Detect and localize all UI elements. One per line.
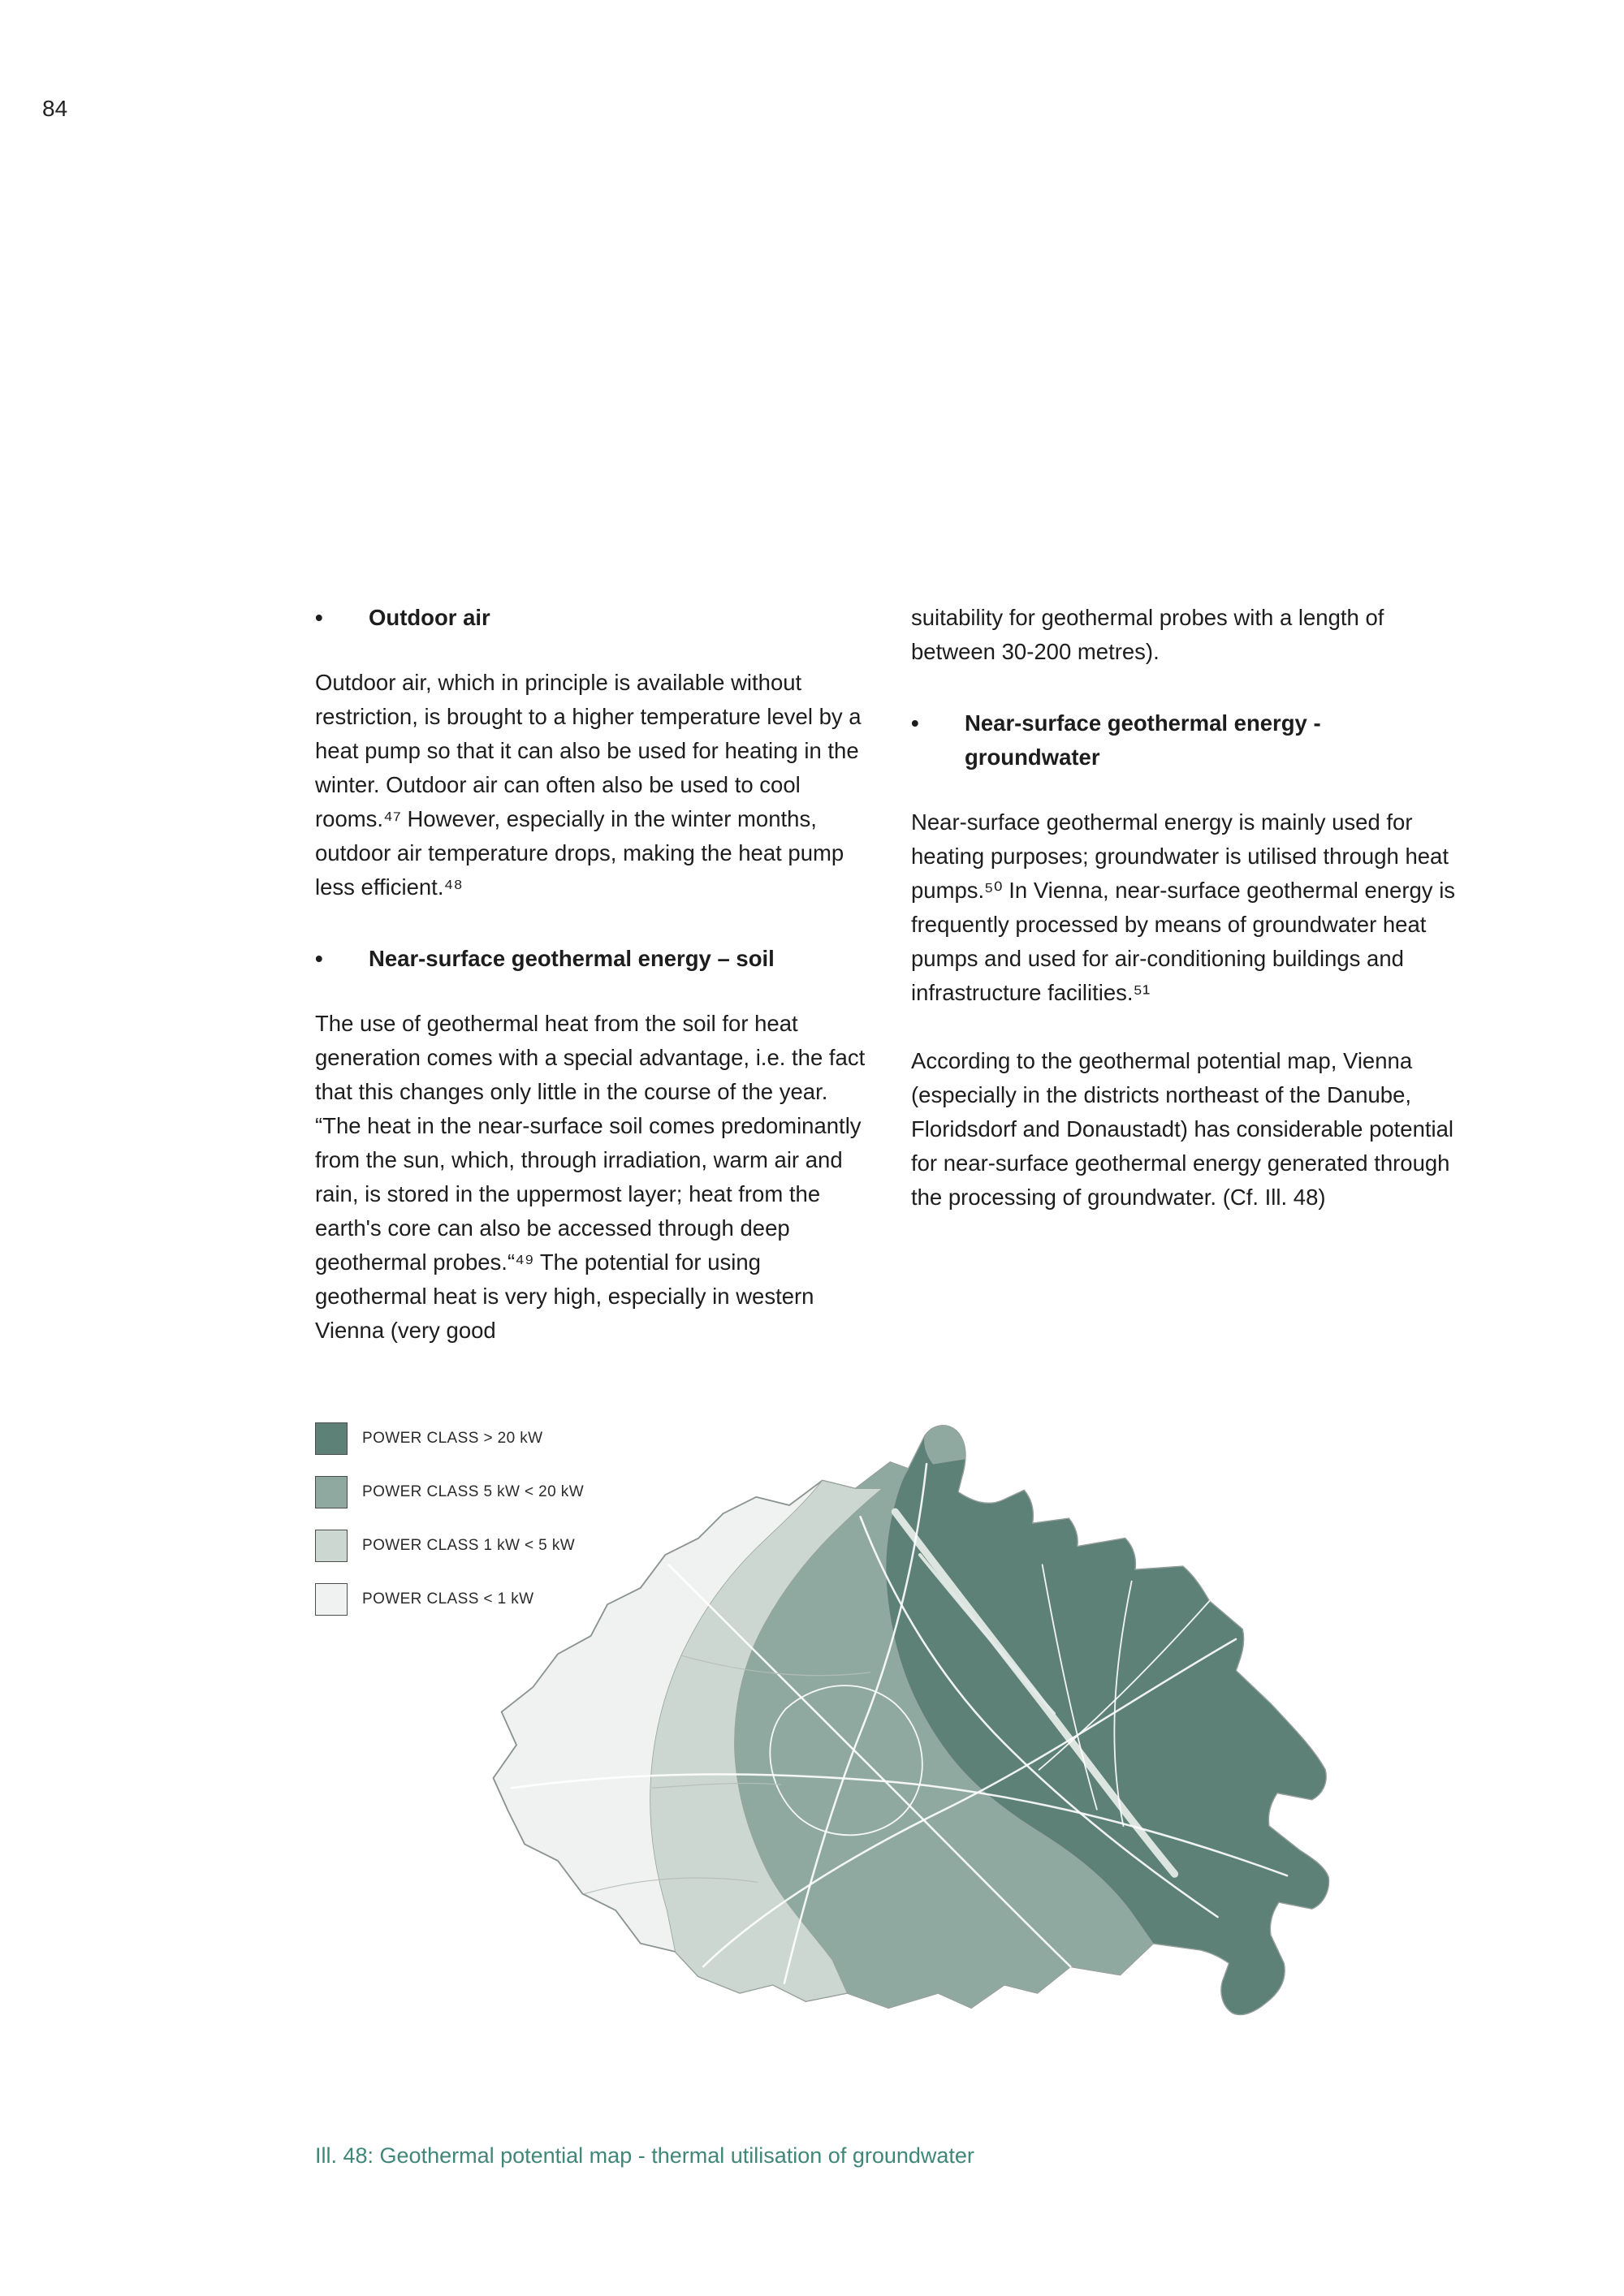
heading-geothermal-soil: [315, 942, 871, 976]
bullet-icon: •: [911, 710, 919, 736]
heading-text: Near-surface geothermal energy – soil: [369, 946, 775, 971]
legend-item: [315, 1583, 584, 1616]
text-column-right: [911, 601, 1459, 1249]
figure-caption: Ill. 48: Geothermal potential map - thermal utilisation of groundwater: [315, 2143, 974, 2168]
paragraph-potential-map: According to the geothermal potential map, Vienna (especially in the districts northeast of the Danube, Floridsdorf and Donaustadt) has considerable potential for near-surface geothermal energy generated through the processing of groundwater. (Cf. Ill. 48): [911, 1048, 1454, 1210]
legend-swatch-power-lt-1: [315, 1583, 348, 1616]
legend-swatch-power-gt-20: [315, 1422, 348, 1455]
paragraph-geothermal-soil: The use of geothermal heat from the soil for heat generation comes with a special advantage, i.e. the fact that this changes only little in the course of the year. “The heat in the near-surface soil comes predominantly from the sun, which, through irradiation, warm air and rain, is stored in the uppermost layer; heat from the earth's core can also be accessed through deep geothermal probes.“⁴⁹ The potential for using geothermal heat is very high, especially in western Vienna (very good: [315, 1011, 866, 1343]
legend-swatch-power-1-5: [315, 1530, 348, 1562]
legend-item: [315, 1476, 584, 1508]
bullet-icon: •: [315, 946, 323, 971]
heading-text: Near-surface geothermal energy - groundwater: [965, 710, 1321, 770]
legend-item: [315, 1422, 584, 1455]
legend-label: POWER CLASS < 1 kW: [362, 1590, 534, 1608]
heading-geothermal-groundwater: [911, 706, 1459, 775]
bullet-icon: •: [315, 605, 323, 630]
legend-swatch-power-5-20: [315, 1476, 348, 1508]
paragraph-geothermal-groundwater: Near-surface geothermal energy is mainly used for heating purposes; groundwater is utilised through heat pumps.⁵⁰ In Vienna, near-surface geothermal energy is frequently processed by means of groundwater heat pumps and used for air-conditioning buildings and infrastructure facilities.⁵¹: [911, 809, 1456, 1005]
legend-label: POWER CLASS > 20 kW: [362, 1430, 543, 1447]
figure-geothermal-map: [309, 1414, 1356, 2092]
heading-text: Outdoor air: [369, 605, 490, 630]
paragraph-outdoor-air: Outdoor air, which in principle is available without restriction, is brought to a higher temperature level by a heat pump so that it can also be used for heating in the winter. Outdoor air can often also be used to cool rooms.⁴⁷ However, especially in the winter months, outdoor air temperature drops, making the heat pump less efficient.⁴⁸: [315, 670, 862, 900]
map-legend: [315, 1422, 584, 1637]
legend-label: POWER CLASS 1 kW < 5 kW: [362, 1537, 576, 1554]
map-zone-finger-tip: [925, 1426, 965, 1464]
legend-item: [315, 1530, 584, 1562]
legend-label: POWER CLASS 5 kW < 20 kW: [362, 1483, 585, 1500]
page-number: 84: [42, 96, 68, 121]
heading-outdoor-air: [315, 601, 871, 635]
paragraph-continuation: suitability for geothermal probes with a length of between 30-200 metres).: [911, 605, 1384, 664]
text-column-left: [315, 601, 871, 1382]
